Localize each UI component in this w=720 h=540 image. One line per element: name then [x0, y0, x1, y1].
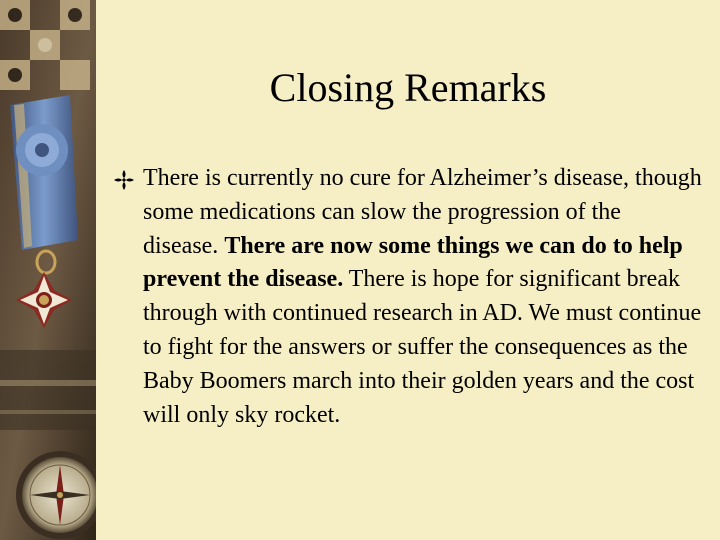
medal-and-compass-illustration: [0, 0, 96, 540]
paragraph-bold-part: There are now some things we can do to help prevent the disease.: [143, 232, 683, 293]
slide-title: Closing Remarks: [269, 65, 547, 110]
diamond-bullet-icon: [112, 168, 136, 192]
bullet-item: [112, 162, 702, 432]
paragraph-part-3: There is hope for significant break through with continued research in AD. We must continue to fight for the answers or suffer the consequences as the Baby Boomers march into their golden years and the cost will only sky rocket.: [143, 266, 702, 428]
decorative-side-panel: [0, 0, 96, 540]
paragraph-part-1: There is currently no cure for Alzheimer’s disease, though some medications can slow the progression of the disease.: [143, 165, 702, 259]
bullet-paragraph: [112, 162, 702, 432]
